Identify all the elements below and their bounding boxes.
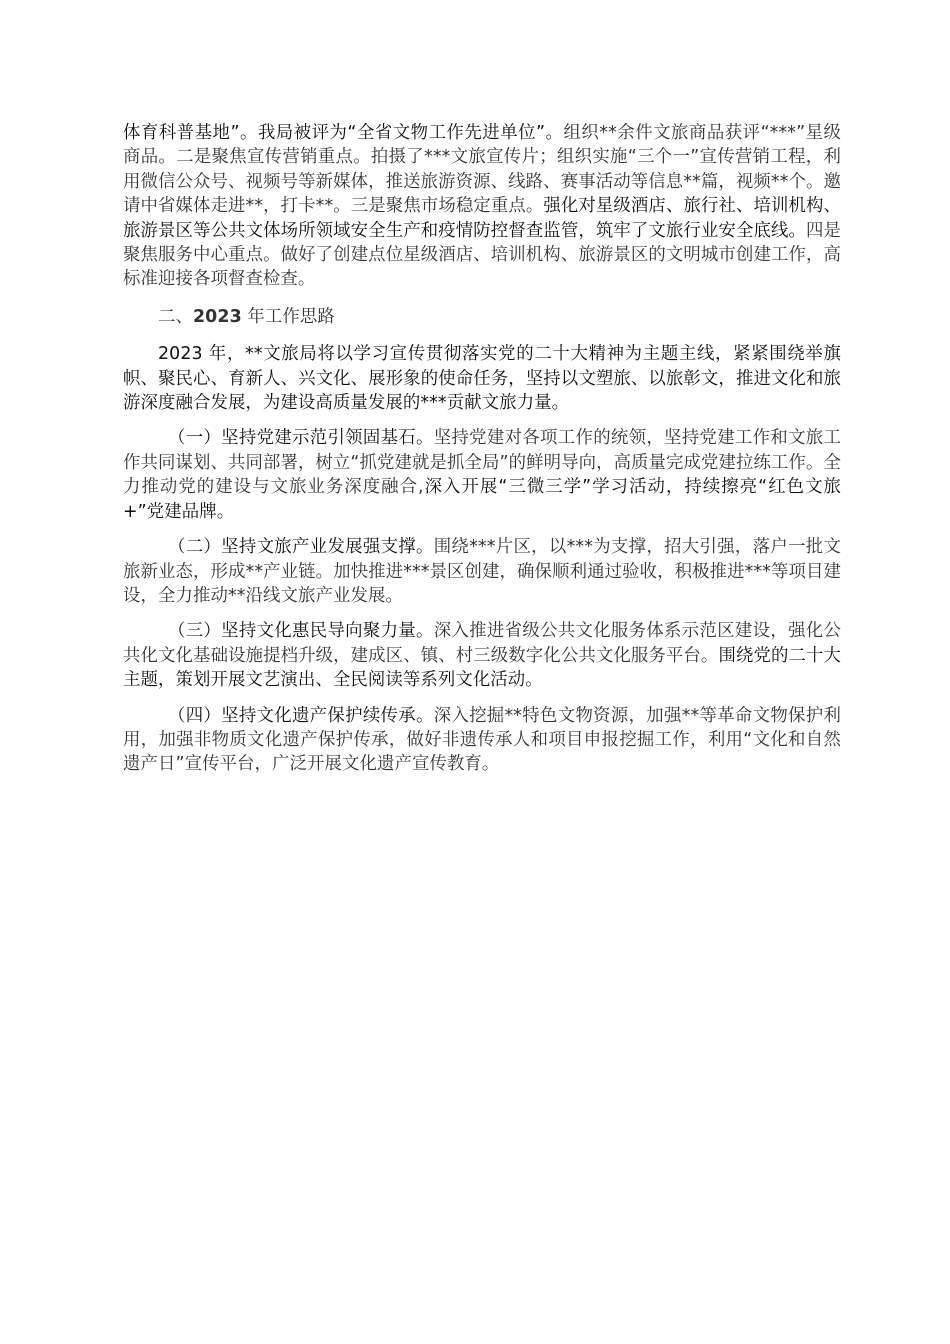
document-page	[123, 121, 841, 777]
item-3-body-b: 围绕党的二十大主题，策划开展文艺演出、全民阅读等系列文化活动。	[123, 645, 842, 691]
item-4-body: 深入挖掘**特色文物资源，加强**等革命文物保护利用，加强非物质文化遗产保护传承，做好非遗传承人和项目申报挖掘工作，利用“文化和自然遗产日”宣传平台，广泛开展文化遗产宣传教育。	[123, 705, 841, 775]
paragraph-intro: 2023 年，**文旅局将以学习宣传贯彻落实党的二十大精神为主题主线，紧紧围绕举旗帜、聚民心、育新人、兴文化、展形象的使命任务，坚持以文塑旅、以旅彰文，推进文化和旅游深度融合发展，为建设高质量发展的***贡献文旅力量。	[123, 344, 841, 414]
item-1-body-b: 深入开展“三微三学”学习活动，持续擦亮“红色文旅+”党建品牌。	[123, 477, 841, 522]
item-3-title: （三）坚持文化惠民导向聚力量。	[168, 621, 434, 642]
heading-prefix: 二、	[158, 306, 193, 327]
item-2-body: 围绕***片区，以***为支撑，招大引强，落户一批文旅新业态，形成**产业链。加快推进***景区创建，确保顺利通过验收，积极推进***等项目建设，全力推动**沿线文旅产业发展。	[123, 537, 841, 606]
heading-year: 2023	[192, 306, 242, 327]
item-1-body-a: 坚持党建对各项工作的统领，坚持党建工作和文旅工作共同谋划、共同部署，树立“抓党建就是抓全局”的鲜明导向，高质量完成党建拉练工作。全力推动党的建设与文旅业务深度融合,	[123, 428, 841, 498]
item-2-title: （二）坚持文旅产业发展强支撑。	[168, 537, 434, 558]
section-heading-2023-plan	[123, 305, 841, 329]
sentence-safety: 强化对星级酒店、旅行社、培训机构、旅游景区等公共文体场所领域安全生产和疫情防控督查监管，筑牢了文旅行业安全底线。	[123, 196, 842, 241]
sentence-promotion: 组织**余件文旅商品获评“***”星级商品。二是聚焦宣传营销重点。拍摄了***文旅宣传片；组织实施“三个一”宣传营销工程，利用微信公众号、视频号等新媒体，推送旅游资源、线路、赛事活动等信息**篇，视频**个。邀请中省媒体走进**，打卡**。三是聚焦市场稳定重点。	[123, 123, 841, 217]
sentence-awards: 体育科普基地”。我局被评为“全省文物工作先进单位”。	[123, 123, 564, 143]
sentence-service: 四是聚焦服务中心重点。做好了创建点位星级酒店、培训机构、旅游景区的文明城市创建工作，高标准迎接各项督查检查。	[123, 220, 842, 290]
paragraph-item-1	[123, 426, 841, 524]
item-3-body-a: 深入推进省级公共文化服务体系示范区建设，强化公共化文化基础设施提档升级，建成区、镇、村三级数字化公共文化服务平台。	[123, 621, 841, 666]
item-1-title: （一）坚持党建示范引领固基石。	[168, 428, 434, 449]
heading-suffix: 年工作思路	[241, 306, 335, 327]
paragraph-achievements-continued	[123, 121, 841, 292]
paragraph-item-4	[123, 704, 841, 777]
paragraph-item-3	[123, 619, 841, 692]
paragraph-item-2	[123, 535, 841, 608]
item-4-title: （四）坚持文化遗产保护续传承。	[168, 705, 434, 726]
